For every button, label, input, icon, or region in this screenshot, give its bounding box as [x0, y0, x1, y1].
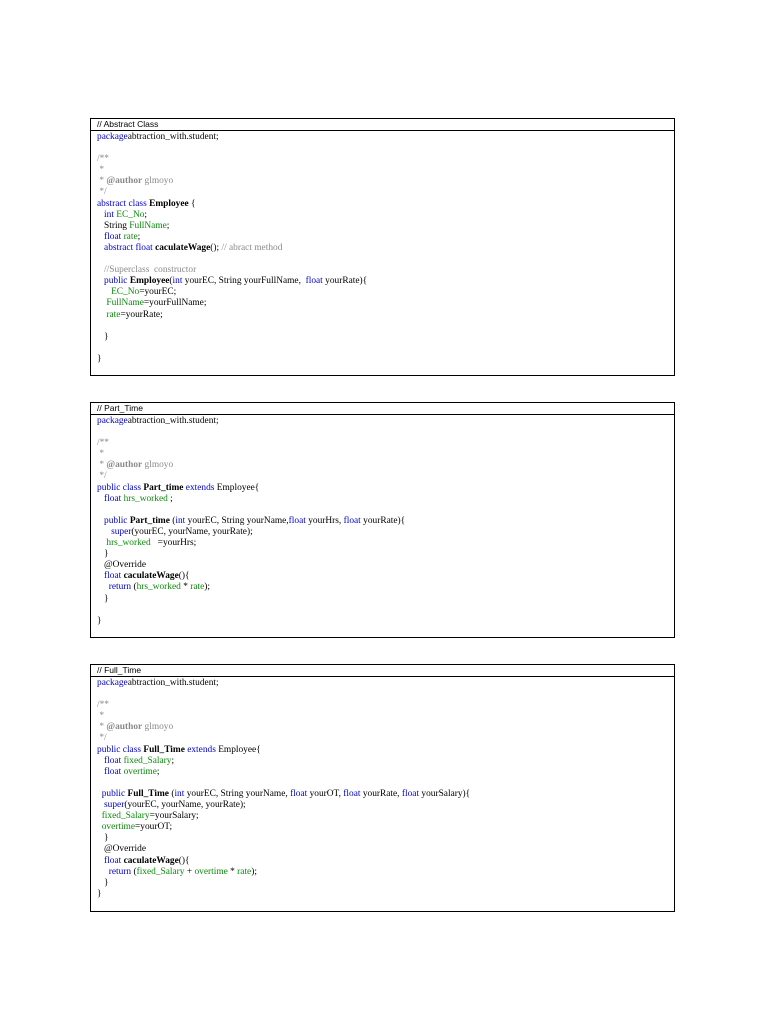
code-token: EC_No — [111, 287, 140, 298]
code-token: package — [97, 132, 128, 142]
code-token: =yourEC; — [139, 287, 177, 298]
code-token: float — [288, 515, 309, 526]
code-token: ; — [156, 766, 160, 777]
code-token: ; — [171, 755, 175, 766]
code-line — [97, 756, 674, 767]
code-token: hrs_worked — [106, 538, 151, 549]
code-line — [97, 176, 674, 187]
code-token: * — [97, 165, 105, 176]
code-token — [97, 310, 106, 320]
code-line — [97, 298, 674, 309]
code-line — [97, 243, 674, 254]
code-line — [97, 516, 674, 527]
code-line — [97, 571, 674, 582]
code-token: yourOT, — [309, 788, 344, 799]
code-token: rate — [237, 866, 252, 877]
code-token: int — [174, 788, 187, 799]
code-token — [97, 298, 106, 308]
code-token: @Override — [97, 560, 146, 571]
code-token: glmoyo — [142, 460, 174, 471]
code-line — [97, 199, 674, 210]
code-line — [97, 483, 674, 494]
code-line — [97, 154, 674, 165]
code-line — [97, 582, 674, 593]
code-line — [97, 594, 674, 605]
code-token: ; — [137, 231, 141, 242]
code-token: package — [97, 678, 128, 688]
code-token: Employee — [149, 198, 189, 209]
code-line — [97, 343, 674, 354]
code-token: =yourHrs; — [150, 538, 197, 549]
code-token: return — [108, 866, 134, 877]
code-token — [97, 538, 106, 548]
code-token: + — [184, 866, 195, 877]
code-line — [97, 856, 674, 867]
code-token: ; — [144, 209, 148, 220]
code-line — [97, 678, 674, 689]
code-token: * — [97, 722, 107, 733]
code-token: extends — [183, 482, 215, 493]
code-token: float — [343, 515, 364, 526]
code-line — [97, 332, 674, 343]
code-token: { — [188, 198, 196, 209]
code-token: float — [401, 788, 422, 799]
code-token: public class — [97, 482, 144, 493]
code-token: yourEC, String yourName, — [187, 515, 289, 526]
code-line — [97, 811, 674, 822]
code-token: =yourSalary; — [149, 811, 199, 822]
code-line — [97, 321, 674, 332]
code-token: Part_time — [129, 515, 170, 526]
code-token: } — [97, 877, 109, 888]
code-line — [97, 165, 674, 176]
code-token: ( — [133, 582, 137, 593]
code-line — [97, 254, 674, 265]
code-line — [97, 878, 674, 889]
code-line — [97, 310, 674, 321]
code-line — [97, 889, 674, 900]
code-token: fixed_Salary — [136, 866, 185, 877]
code-token: fixed_Salary — [101, 811, 150, 822]
code-token: yourRate, — [362, 788, 402, 799]
code-token: overtime — [194, 866, 228, 877]
code-token: */ — [97, 187, 107, 198]
code-line — [97, 527, 674, 538]
code-line — [97, 800, 674, 811]
code-token: } — [97, 353, 102, 364]
code-line — [97, 132, 674, 143]
code-token: * — [97, 711, 105, 722]
code-token: ( — [169, 515, 176, 526]
code-token: @author — [106, 722, 143, 733]
code-token: rate — [106, 309, 121, 320]
code-token: abstract float — [104, 242, 156, 253]
code-line — [97, 427, 674, 438]
code-token — [97, 243, 104, 253]
code-token: ; — [167, 493, 173, 504]
code-token: } — [97, 331, 109, 342]
code-token: public — [104, 276, 130, 287]
code-line — [97, 232, 674, 243]
code-line — [97, 822, 674, 833]
code-token: abtraction_with.student; — [127, 678, 219, 688]
code-token: //Superclass constructor — [97, 265, 197, 276]
code-token: ( — [133, 866, 137, 877]
block-header: // Abstract Class — [91, 119, 674, 131]
code-token: float — [305, 276, 326, 287]
code-token — [97, 210, 104, 220]
code-line — [97, 560, 674, 571]
code-line — [97, 538, 674, 549]
code-line — [97, 711, 674, 722]
code-token: float — [104, 231, 124, 242]
code-token: overtime — [101, 822, 136, 833]
code-token: yourRate){ — [325, 276, 368, 287]
code-token: package — [97, 416, 128, 426]
code-token: @author — [106, 176, 143, 187]
code-token: float — [104, 493, 124, 504]
code-line — [97, 494, 674, 505]
code-token: @author — [106, 460, 143, 471]
code-token — [97, 582, 109, 592]
code-token: @Override — [97, 844, 146, 855]
code-token: caculateWage — [123, 855, 179, 866]
code-token: super — [111, 526, 132, 537]
code-line — [97, 354, 674, 365]
code-line — [97, 221, 674, 232]
code-token: float — [104, 855, 124, 866]
code-token: caculateWage — [123, 571, 179, 582]
code-line — [97, 143, 674, 154]
code-token: int — [104, 209, 117, 220]
block-header: // Part_Time — [91, 403, 674, 415]
code-token: Employee{ — [215, 744, 261, 755]
code-token: (){ — [178, 855, 190, 866]
code-line — [97, 210, 674, 221]
code-line — [97, 700, 674, 711]
code-token: float — [290, 788, 310, 799]
code-line — [97, 187, 674, 198]
code-token: hrs_worked — [136, 582, 181, 593]
code-token — [97, 232, 104, 242]
code-token: Employee{ — [214, 482, 260, 493]
code-token: abtraction_with.student; — [127, 132, 219, 142]
code-token: glmoyo — [142, 176, 174, 187]
code-token — [97, 494, 104, 504]
code-token: hrs_worked — [123, 493, 168, 504]
code-token: /** — [97, 438, 109, 449]
code-token: public — [104, 515, 130, 526]
code-line — [97, 689, 674, 700]
code-token: abstract class — [97, 198, 150, 209]
code-token: (); — [210, 242, 222, 253]
code-token: extends — [184, 744, 216, 755]
code-body — [91, 131, 674, 365]
code-token: // abract method — [221, 242, 283, 253]
code-token: * — [97, 449, 105, 460]
code-line — [97, 616, 674, 627]
code-token — [97, 276, 104, 286]
code-token: fixed_Salary — [123, 755, 172, 766]
code-token: (yourEC, yourName, yourRate); — [131, 526, 253, 537]
code-token: ( — [168, 788, 175, 799]
code-token: Full_Time — [143, 744, 185, 755]
code-token: float — [104, 571, 124, 582]
code-token: FullName — [129, 220, 167, 231]
code-token: String — [97, 220, 130, 231]
code-token: =yourFullName; — [143, 298, 207, 309]
code-token: rate — [123, 231, 138, 242]
code-line — [97, 867, 674, 878]
code-token: =yourOT; — [135, 822, 173, 833]
code-token — [97, 287, 111, 297]
code-line — [97, 449, 674, 460]
code-line — [97, 745, 674, 756]
code-line — [97, 438, 674, 449]
code-token: * — [97, 460, 107, 471]
code-block-abstract-class — [90, 118, 675, 376]
code-line — [97, 844, 674, 855]
code-token: yourHrs, — [308, 515, 344, 526]
code-token: caculateWage — [155, 242, 211, 253]
code-line — [97, 733, 674, 744]
code-token: super — [104, 800, 125, 811]
code-token — [97, 867, 109, 877]
code-token: yourEC, String yourFullName, — [184, 276, 306, 287]
code-token: */ — [97, 733, 107, 744]
code-token: public class — [97, 744, 144, 755]
code-token: Part_time — [143, 482, 184, 493]
code-token: } — [97, 833, 109, 844]
code-line — [97, 265, 674, 276]
code-token — [97, 856, 104, 866]
code-token: */ — [97, 471, 107, 482]
code-line — [97, 778, 674, 789]
code-token: int — [175, 515, 188, 526]
code-token: abtraction_with.student; — [127, 416, 219, 426]
code-token: glmoyo — [142, 722, 174, 733]
code-token: float — [343, 788, 363, 799]
code-token: (yourEC, yourName, yourRate); — [124, 800, 246, 811]
code-token: ); — [204, 582, 211, 593]
code-token: FullName — [106, 298, 144, 309]
code-token: } — [97, 615, 102, 626]
code-token: * — [227, 866, 238, 877]
code-token: (){ — [178, 571, 190, 582]
code-token — [97, 527, 111, 537]
code-token: } — [97, 549, 109, 560]
code-token: Full_Time — [127, 788, 169, 799]
code-line — [97, 471, 674, 482]
code-line — [97, 833, 674, 844]
code-line — [97, 460, 674, 471]
code-token — [97, 767, 104, 777]
code-token — [97, 516, 104, 526]
code-token: * — [180, 582, 191, 593]
code-token: /** — [97, 154, 109, 165]
code-token: /** — [97, 700, 109, 711]
code-token: Employee — [129, 276, 170, 287]
code-line — [97, 789, 674, 800]
code-token: int — [172, 276, 185, 287]
code-token: yourSalary){ — [421, 788, 471, 799]
code-token — [97, 756, 104, 766]
code-token: return — [108, 582, 134, 593]
code-token: ( — [169, 276, 173, 287]
block-header: // Full_Time — [91, 665, 674, 677]
code-body — [91, 677, 674, 900]
code-token: float — [104, 755, 124, 766]
code-line — [97, 416, 674, 427]
code-token: =yourRate; — [120, 309, 163, 320]
code-token: overtime — [123, 766, 157, 777]
code-token: rate — [190, 582, 205, 593]
code-line — [97, 722, 674, 733]
code-token: yourEC, String yourName, — [186, 788, 291, 799]
code-line — [97, 767, 674, 778]
code-token: * — [97, 176, 107, 187]
code-block-part-time — [90, 402, 675, 638]
code-token — [97, 800, 104, 810]
code-line — [97, 549, 674, 560]
code-token: public — [101, 788, 128, 799]
code-body — [91, 415, 674, 627]
code-token: yourRate){ — [363, 515, 406, 526]
code-token — [97, 571, 104, 581]
code-token: } — [97, 593, 109, 604]
code-token: ); — [251, 866, 257, 877]
code-block-full-time — [90, 664, 675, 912]
code-token: float — [104, 766, 124, 777]
code-line — [97, 276, 674, 287]
code-token: } — [97, 888, 102, 899]
code-token: ; — [166, 220, 170, 231]
code-line — [97, 605, 674, 616]
code-line — [97, 505, 674, 516]
code-line — [97, 287, 674, 298]
code-token: EC_No — [116, 209, 145, 220]
